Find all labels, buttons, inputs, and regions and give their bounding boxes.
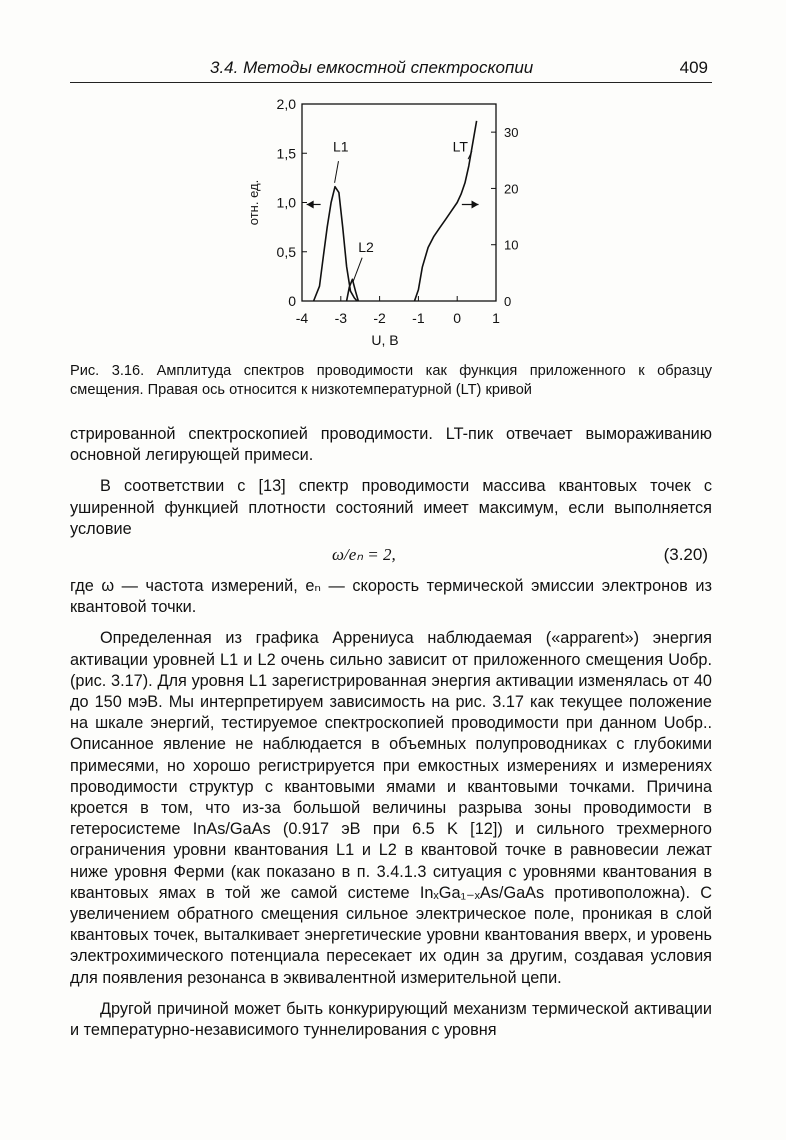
annotation-lt: LT — [452, 138, 468, 155]
y-left-axis-label: отн. ед. — [246, 179, 261, 226]
annotation-l2: L2 — [358, 238, 374, 255]
x-tick-label: 1 — [492, 310, 500, 326]
y-right-tick-label: 0 — [504, 294, 512, 309]
paragraph-3: где ω — частота измерений, eₙ — скорость термической эмиссии электронов из квантовой точки. — [70, 577, 712, 617]
annotation-l1: L1 — [333, 138, 349, 155]
figure-caption — [70, 362, 712, 400]
page-number: 409 — [679, 58, 708, 77]
caption-text: Рис. 3.16. Амплитуда спектров проводимости как функция приложенного к образцу смещения. Правая ось относится к низкотемпературной (LT) кривой — [70, 363, 712, 398]
x-tick-label: -3 — [334, 310, 348, 326]
x-tick-label: 0 — [453, 310, 462, 326]
paragraph-1: стрированной спектроскопией проводимости. LT-пик отвечает вымораживанию основной легирующей примеси. — [70, 425, 712, 465]
x-tick-label: -1 — [412, 310, 425, 326]
running-header — [70, 56, 712, 83]
equation-number: (3.20) — [663, 545, 708, 565]
paragraph-2: В соответствии с [13] спектр проводимости массива квантовых точек с уширенной функцией плотности состояний имеет максимум, если выполняется условие — [70, 477, 712, 538]
x-tick-label: -2 — [373, 310, 386, 326]
paragraph-4: Определенная из графика Аррениуса наблюдаемая («apparent») энергия активации уровней L1 и L2 очень сильно зависит от приложенного смещения Uобр. (рис. 3.17). Для уровня L1 зарегистрированная энергия активации изменялась от 40 до 150 мэВ. Мы интерпретируем зависимость на рис. 3.17 как текущее положение на шкале энергий, тестируемое спектроскопией проводимости при данном Uобр.. Описанное явление не наблюдается в объемных полупроводниках с глубокими примесями, но хорошо регистрируется при емкостных измерениях и измерениях проводимости структур с квантовыми ямами и квантовыми точками. Причина кроется в том, что из-за большой величины разрыва зоны проводимости в гетеросистеме InAs/GaAs (0.917 эВ при 6.5 K [12]) и сильного трехмерного ограничения уровни квантования L1 и L2 в квантовой точке в равновесии лежат ниже уровня Ферми (как показано в п. 3.4.1.3 ситуация с уровнями квантования в квантовых ямах в той же самой системе InₓGa₁₋ₓAs/GaAs противоположна). С увеличением обратного смещения сильное электрическое поле, проникая в слой квантовых точек, выталкивает энергетические уровни квантования вверх, и уровень электрохимического потенциала пересекает их один за другим, создавая условия для появления резонанса в эквивалентной измерительной цепи. — [70, 629, 712, 987]
y-right-tick-label: 30 — [504, 125, 519, 141]
y-right-tick-label: 10 — [504, 237, 519, 253]
arrow-left-head — [307, 200, 314, 208]
equation-row — [70, 542, 712, 568]
leader-l2 — [353, 258, 362, 282]
y-right-tick-label: 20 — [504, 181, 519, 197]
leader-l1 — [335, 161, 339, 183]
arrow-right-head — [472, 200, 479, 208]
y-left-tick-label: 1,0 — [276, 194, 296, 211]
x-tick-label: -4 — [295, 310, 309, 326]
y-left-tick-label: 2,0 — [276, 96, 296, 112]
x-axis-label: U, В — [371, 332, 399, 348]
y-left-tick-label: 0 — [288, 293, 296, 309]
chart — [230, 94, 550, 362]
y-left-tick-label: 1,5 — [276, 145, 296, 162]
paragraph-5: Другой причиной может быть конкурирующий механизм термической активации и температурно-независимого туннелирования с уровня — [70, 999, 712, 1040]
figure-3-16 — [230, 94, 550, 362]
body-text — [70, 424, 712, 1041]
running-title: 3.4. Методы емкостной спектроскопии — [210, 58, 534, 77]
y-left-tick-label: 0,5 — [276, 243, 296, 260]
equation: ω/eₙ = 2, — [332, 545, 396, 565]
